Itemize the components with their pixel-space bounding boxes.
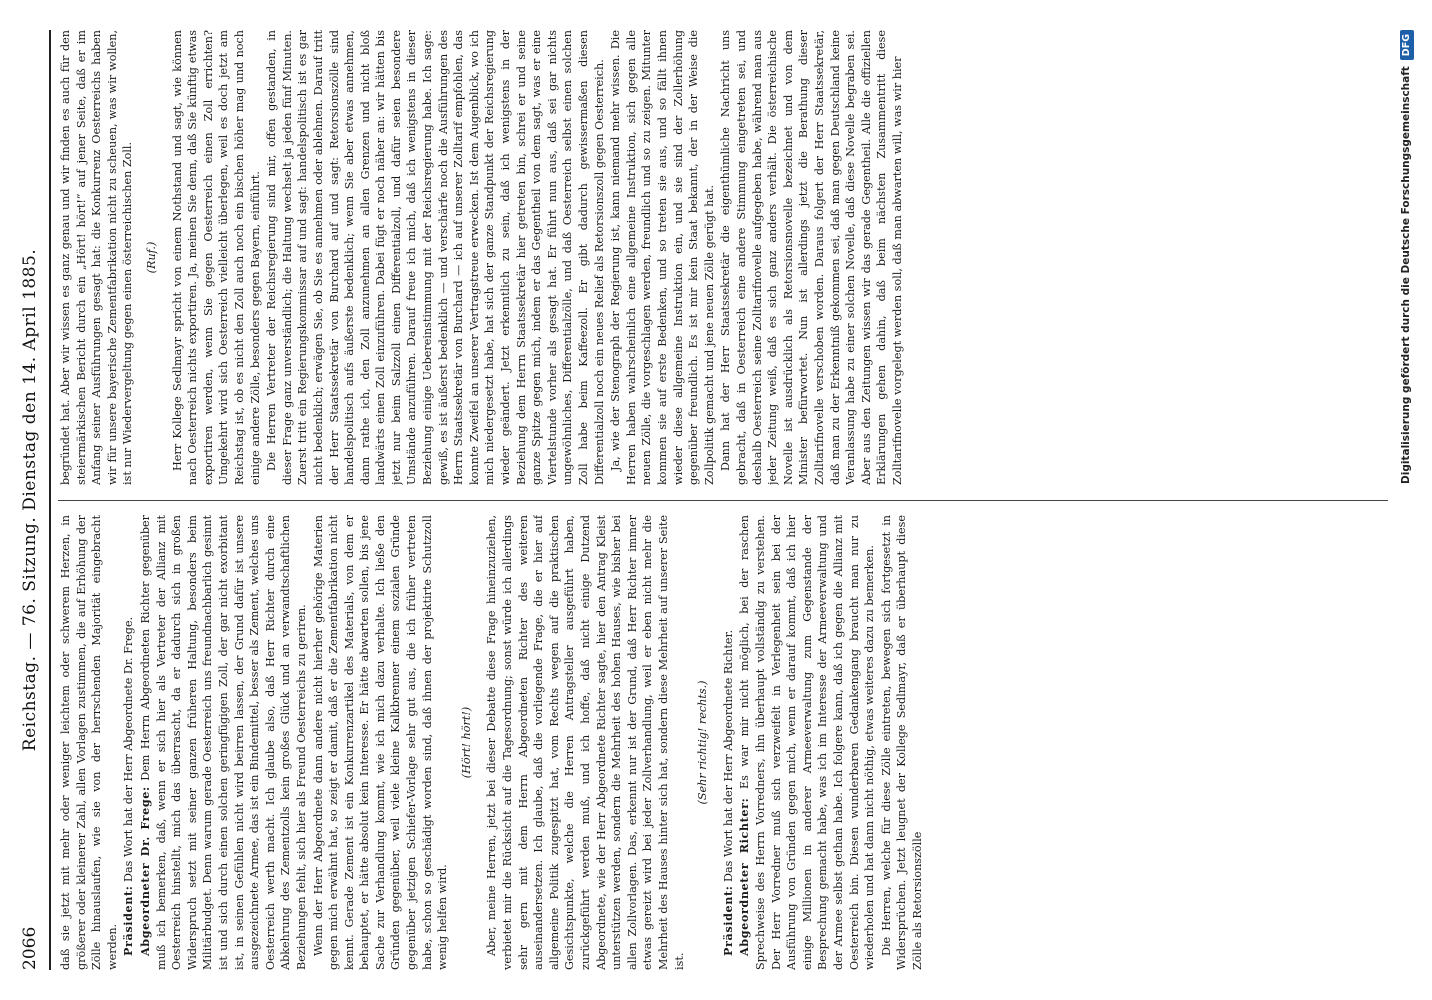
speech-text: Es war mir nicht möglich, bei der raschen Sprechweise des Herrn Vorredners, ihn überhaupt vollständig zu verstehen. Der Herr Vorredner muß sich verzweifelt in Verlegenheit sein bei der Ausführung von Gründen gegen mich, wenn er darauf kommt, daß ich hier einige Millionen in anderer Armeeverwaltung zum Gegenstande der Besprechung gemacht habe, was ich im Interesse der Armeeverwaltung und der Armee selbst gethan habe. Ich folgere kann, daß ich gegen die Allianz mit Oesterreich bin. Diesen wunderbaren Gedankengang braucht man nur zu wiederholen und hat dann nicht nöthig, etwas weiteres dazu zu bemerken. xyxy=(738,515,877,970)
speech-paragraph xyxy=(121,515,137,970)
speaker-name: Präsident: xyxy=(720,885,735,956)
speech-paragraph xyxy=(721,515,737,970)
header-rule xyxy=(49,30,51,970)
speech-paragraph xyxy=(737,515,877,970)
speech-text: Dem Herrn Abgeordneten Richter gegenüber muß ich bemerken, daß, wenn er sich hier als Vertreter der Allianz mit Oesterreich hinstellt, mich das überrascht, da er dadurch sich in großen Widerspruch setzt mit seiner ganzen früheren Haltung, besonders beim Militärbudget. Denn warum gerade Oesterreich uns freundnachbarlich gesinnt ist und sich durch einen solchen geringfügigen Zoll, der gar nicht exorbitant ist, in seinen Gefühlen nicht wird beirren lassen, der Grund dafür ist unsere ausgezeichnete Armee, das ist ein Bindemittel, besser als Zement, welches uns Oesterreich werth macht. Ich glaube also, daß Herr Richter durch eine Abkehrung des Zementzolls kein großes Glück und an verwandtschaftlichen Beziehungen fehlt, sich hier als Freund Oesterreichs zu geriren. xyxy=(138,515,308,970)
paragraph: Die Herren, welche für diese Zölle eintreten, bewegen sich fortgesetzt in Widersprüchen. Jetzt leugnet der Kollege Sedlmayr, daß er überhaupt diese Zölle als Retorsionszölle xyxy=(879,515,924,970)
paragraph: Die Herren Vertreter der Reichsregierung sind mir, offen gestanden, in dieser Frage ganz unverständlich; die Haltung wechselt ja jeden fünf Minuten. Zuerst tritt ein Regierungskommissar auf und sagt: handelspolitisch ist es gar nicht bedenklich; erwägen Sie, ob Sie es annehmen oder ablehnen. Darauf tritt der Herr Staatssekretär von Burchard auf und sagt: Retorsionszölle sind handelspolitisch aufs äußerste bedenklich; wenn Sie aber etwas annehmen, dann rathe ich, den Zoll anzunehmen an allen Grenzen und nicht bloß landwärts einen Zoll einzuführen. Dabei fügt er noch näher an: wir hätten bis jetzt nur beim Salzzoll einen Differentialzoll, und dafür seien besondere Umstände anzuführen. Darauf freue ich mich, daß ich wenigstens in dieser Beziehung einige Uebereinstimmung mit der Reichsregierung habe. Ich sage: gewiß, es ist äußerst bedenklich — und verschärfe noch die Ausführungen des Herrn Staatssekretär von Burchard — ich auf unserer Zolltarif empfohlen, das konnte Zweifel an unserer Vertragstreue erwecken. Ist dem Augenblick, wo ich mich niedergesetzt habe, hat sich der ganze Standpunkt der Reichsregierung wieder geändert. Jetzt erkenntlich zu sein, daß ich wenigstens in der Beziehung dem Herrn Staatssekretär hier getreten bin, schrei er und seine ganze Spitze gegen mich, indem er das Gegentheil von dem sagt, was er eine Viertelstunde vorher als gesagt hat. Er führt nun aus, daß sei gar nichts ungewöhnliches, Differentialzölle, und daß Oesterreich selbst einen solchen Zoll habe beim Kaffeezoll. Er gibt dadurch gewissermaßen diesen Differentialzoll noch ein neues Relief als Retorsionszoll gegen Oesterreich. xyxy=(265,30,606,485)
paragraph: Aber, meine Herren, jetzt bei dieser Debatte diese Frage hineinzuziehen, verbietet mir die Rücksicht auf die Tagesordnung; sonst würde ich allerdings sehr gern mit dem Herrn Abgeordneten Richter des weiteren auseinandersetzen. Ich glaube, daß die vorliegende Frage, die er hier auf allgemeine Politik zugespitzt hat, vom Rechts wegen auf die praktischen Gesichtspunkte, welche die Herren Antragsteller ausgeführt haben, zurückgeführt werden muß, und ich hoffe, daß nicht einige Dutzend Abgeordnete, wie der Herr Abgeordnete Richter sagte, hier den Antrag Kleist unterstützen werden, sondern die Mehrheit des hohen Hauses, wie bisher bei allen Zollvorlagen. Das, erkennt nur ist der Grund, daß Herr Richter immer etwas gereizt wird bei jeder Zollverhandlung, weil er eben nicht mehr die Mehrheit des Hauses hinter sich hat, sondern diese Mehrheit auf unserer Seite ist. xyxy=(485,515,686,970)
page-number: 2066 xyxy=(20,926,40,970)
right-column xyxy=(58,30,1388,485)
digitization-credit xyxy=(1400,30,1420,970)
column-divider xyxy=(58,500,1388,501)
speaker-name: Abgeordneter Richter: xyxy=(737,797,752,956)
interjection: (Ruf.) xyxy=(144,241,158,274)
paragraph: begründet hat. Aber wir wissen es ganz genau und wir finden es auch für den steiermärkischen Bericht durch ein „Hört! hört!“ auf jener Seite, daß er im Anfang seiner Ausführungen gesagt hat: die Konkurrenz Oesterreichs haben wir für unsere bayerische Zementfabrikation nicht zu scheuen, was wir wollen, ist nur Wiedervergeltung gegen einen österreichischen Zoll. xyxy=(59,30,135,485)
paragraph: Ja, wie der Stenograph der Regierung ist, kann niemand mehr wissen. Die Herren haben wahrscheinlich eine allgemeine Instruktion, sich gegen alle neuen Zölle, die vorgeschlagen werden, freundlich und so zu zeigen. Mitunter kommen sie auf erste Bedenken, und so treten sie aus, und so fällt ihnen wieder diese allgemeine Instruktion ein, und sie sind der Zollerhöhung gegenüber freundlich. Es ist mir kein Staat bekannt, der in der Weise die Zollpolitik gemacht und jene neuen Zölle gerügt hat. xyxy=(609,30,716,485)
paragraph: Herr Kollege Sedlmayr spricht von einem Nothstand und sagt, wie können nach Oesterreich nichts exportiren. Ja, meinen Sie denn, daß Sie künftig etwas exportiren werden, wenn Sie gegen Oesterreich einen Zoll errichten? Umgekehrt wird sich Oesterreich vielleicht überlegen, weil es doch jetzt am Reichstag ist, ob es nicht den Zoll auch noch ein bischen höher mag und noch einige andere Zölle, besonders gegen Bayern, einführt. xyxy=(170,30,262,485)
speech-paragraph xyxy=(138,515,310,970)
credit-text: Digitalisierung gefördert durch die Deutsche Forschungsgemeinschaft xyxy=(1400,66,1412,484)
paragraph: Wenn der Herr Abgeordnete dann andere nicht hierher gehörige Materien gegen mich erwähnt hat, so zeigt er damit, daß er die Zementfabrikation nicht kennt. Gerade Zement ist ein Konkurrenzartikel des Materials, von dem er behauptet, er hätte absolut kein Interesse. Er hätte abwarten sollen, bis jene Sache zur Verhandlung kommt, wie ich mich dazu verhalte. Ich ließe den Gründen gegenüber, weil viele kleine Kalkbrenner einem sozialen Gründe gegenüber jetzigen Schiefer-Vorlage sehr gut aus, die ich früher vertreten habe, schon so geschädigt worden sind, daß ihnen der projektirte Schutzzoll wenig helfen wird. xyxy=(311,515,450,970)
interjection: (Hört! hört!) xyxy=(459,706,473,779)
paragraph: daß sie jetzt mit mehr oder weniger leichtem oder schwerem Herzen, in größerer oder kleinerer Zahl, allen Vorlagen zustimmen, die auf Erhöhung der Zölle hinauslaufen, wie sie von der herrschenden Majorität eingebracht werden. xyxy=(59,515,119,970)
left-column xyxy=(58,515,1388,970)
speech-text: Das Wort hat der Herr Abgeordnete Richter. xyxy=(721,629,735,882)
page-title: Reichstag. — 76. Sitzung. Dienstag den 14. April 1885. xyxy=(20,248,40,752)
page-header xyxy=(20,30,46,970)
speaker-name: Präsident: xyxy=(121,885,136,956)
speech-text: Das Wort hat der Herr Abgeordnete Dr. Frege. xyxy=(122,616,136,882)
speaker-name: Abgeordneter Dr. Frege: xyxy=(137,786,152,956)
paragraph: Dann hat der Herr Staatssekretär die eigenthümliche Nachricht uns gebracht, daß in Oesterreich eine andere Stimmung eingetreten sei, und deshalb Oesterreich seine Zolltarifnovelle aufgegeben habe, während man aus jeder Zeitung weiß, daß es sich ganz anders verhält. Die österreichische Novelle ist ausdrücklich als Retorsionsnovelle bezeichnet und von dem Minister befürwortet. Nun ist allerdings jetzt die Berathung dieser Zolltarifnovelle verschoben worden. Daraus folgert der Herr Staatssekretär, daß man zu der Erkenntniß gekommen sei, daß man gegen Deutschland keine Veranlassung habe zu einer solchen Novelle, daß diese Novelle begraben sei. Aber aus den Zeitungen wissen wir das gerade Gegentheil. Alle die offiziellen Erklärungen gehen dahin, daß beim nächsten Zusammentritt diese Zolltarifnovelle vorgelegt werden soll, daß man abwarten will, was wir hier xyxy=(719,30,904,485)
dfg-logo: DFG xyxy=(1400,30,1414,60)
interjection: (Sehr richtig! rechts.) xyxy=(696,680,710,805)
